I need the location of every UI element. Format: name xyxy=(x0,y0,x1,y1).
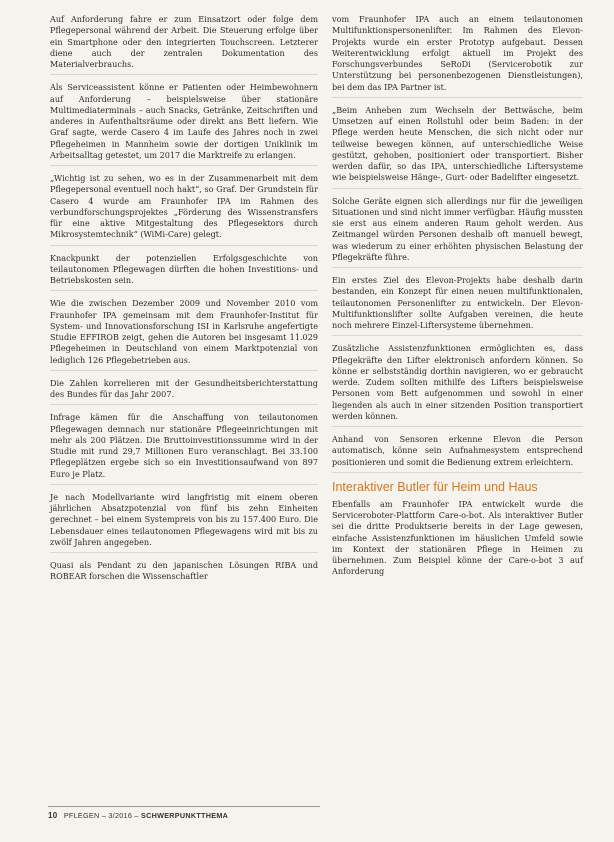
paragraph: „Wichtig ist zu sehen, wo es in der Zusammenarbeit mit dem Pflegepersonal eventuell noch hakt“, so Graf. Der Grundstein für Casero 4 wurde am Fraunhofer IPA im Rahmen des verbundforschungsprojektes „Förderung des Wissenstransfers für eine aktive Mitgestaltung des Pflegesektors durch Mikrosystemtechnik“ (WiMi-Care) gelegt. xyxy=(50,173,318,246)
paragraph: vom Fraunhofer IPA auch an einem teilautonomen Multifunktionspersonenlifter. Im Rahmen des Elevon-Projekts wurde ein erster Prototyp aufgebaut. Dessen Weiterentwicklung erfolgt aktuell im Projekt des Forschungsverbundes SeRoDi (Servicerobotik zur Unterstützung bei personenbezogenen Dienstleistungen), bei dem das IPA Partner ist. xyxy=(332,14,583,98)
paragraph: Zusätzliche Assistenzfunktionen ermöglichten es, dass Pflegekräfte den Lifter elektronisch anfordern können. So könne er selbstständig dorthin navigieren, wo er gebraucht werde. Zudem sollten mithilfe des Lifters beispielsweise Personen vom Bett aufgenommen und sowohl in einer liegenden als auch in einer sitzenden Position transportiert werden können. xyxy=(332,343,583,427)
paragraph: Solche Geräte eignen sich allerdings nur für die jeweiligen Situationen und sind nicht immer verfügbar. Häufig mussten sie erst aus einem anderen Raum geholt werden. Aus Zeitmangel würden Personen deshalb oft manuell bewegt, was wiederum zu einer erhöhten physischen Belastung der Pflegekräfte führe. xyxy=(332,196,583,269)
paragraph: „Beim Anheben zum Wechseln der Bettwäsche, beim Umsetzen auf einen Rollstuhl oder beim Baden: in der Pflege werden heute Menschen, die sich nicht oder nur teilweise bewegen können, auf unterschiedliche Weise gestützt, gehoben, positioniert oder transportiert. Bisher werden dafür, so das IPA, unterschiedliche Liftersysteme wie beispielsweise Hänge-, Gurt- oder Badelifter eingesetzt. xyxy=(332,105,583,189)
section-heading: Interaktiver Butler für Heim und Haus xyxy=(332,479,538,494)
paragraph: Wie die zwischen Dezember 2009 und November 2010 vom Fraunhofer IPA gemeinsam mit dem Fraunhofer-Institut für System- und Innovationsforschung ISI in Karlsruhe angefertigte Studie EFFIROB zeigt, gehen die Autoren bei insgesamt 11.029 Pflegeheimen in Deutschland von einem Marktpotenzial von lediglich 126 Pflegebetrieben aus. xyxy=(50,298,318,371)
page-footer xyxy=(48,811,228,820)
magazine-issue: PFLEGEN – 3/2016 – xyxy=(63,811,139,820)
paragraph: Auf Anforderung fahre er zum Einsatzort oder folge dem Pflegepersonal während der Arbeit. Die Steuerung erfolge über ein Smartphone oder den integrierten Touchscreen. Letzterer diene auch der zentralen Dokumentation des Materialverbrauchs. xyxy=(50,14,318,75)
paragraph: Als Serviceassistent könne er Patienten oder Heimbewohnern auf Anforderung – beispielsweise über stationäre Multimediaterminals – auch Snacks, Getränke, Zeitschriften und anderes in Aufenthaltsräume oder direkt ans Bett liefern. Wie Graf sagte, werde Casero 4 im Laufe des Jahres noch in zwei Pflegeheimen in Mannheim sowie der dortigen Uniklinik im Arbeitsalltag getestet, um 2017 die Marktreife zu erlangen. xyxy=(50,82,318,166)
right-column xyxy=(332,14,583,589)
paragraph: Je nach Modellvariante wird langfristig mit einem oberen jährlichen Absatzpotenzial von fünf bis zehn Einheiten gerechnet – bei einem Systempreis von bis zu 157.400 Euro. Die Lebensdauer eines teilautonomen Pflegewagens wird mit bis zu zwölf Jahren angegeben. xyxy=(50,492,318,553)
paragraph: Ebenfalls am Fraunhofer IPA entwickelt wurde die Serviceroboter-Plattform Care-o-bot. Als interaktiver Butler sei die dritte Produktserie bereits in der Lage gewesen, einfache Assistenzfunktionen im häuslichen Umfeld sowie im Kontext der stationären Pflege in Heimen zu übernehmen. Zum Beispiel könne der Care-o-bot 3 auf Anforderung xyxy=(332,498,583,577)
paragraph: Die Zahlen korrelieren mit der Gesundheitsberichterstattung des Bundes für das Jahr 2007. xyxy=(50,378,318,406)
paragraph: Knackpunkt der potenziellen Erfolgsgeschichte von teilautonomen Pflegewagen dürften die hohen Investitions- und Betriebskosten sein. xyxy=(50,253,318,292)
paragraph: Quasi als Pendant zu den japanischen Lösungen RIBA und ROBEAR forschen die Wissenschaftler xyxy=(50,560,318,582)
section-label: SCHWERPUNKTTHEMA xyxy=(141,811,229,820)
footer-divider xyxy=(48,806,320,807)
left-column xyxy=(50,14,318,594)
page-number: 10 xyxy=(48,811,58,820)
paragraph: Infrage kämen für die Anschaffung von teilautonomen Pflegewagen demnach nur stationäre Pflegeeinrichtungen mit mehr als 200 Plätzen. Die Bruttoinvestitionssumme wird in der Studie mit rund 29,7 Millionen Euro veranschlagt. Bei 33.100 Pflegeplätzen ergebe sich so ein Investitionsaufwand von 897 Euro je Platz. xyxy=(50,412,318,485)
paragraph: Ein erstes Ziel des Elevon-Projekts habe deshalb darin bestanden, ein Konzept für einen neuen multifunktionalen, teilautonomen Personenlifter zu entwickeln. Der Elevon-Multifunktionslifter sollte Aufgaben vereinen, die heute noch mehrere Einzel-Liftersysteme übernehmen. xyxy=(332,275,583,336)
paragraph: Anhand von Sensoren erkenne Elevon die Person automatisch, könne sein Aufnahmesystem entsprechend positionieren und somit die Bedienung extrem erleichtern. xyxy=(332,434,583,473)
